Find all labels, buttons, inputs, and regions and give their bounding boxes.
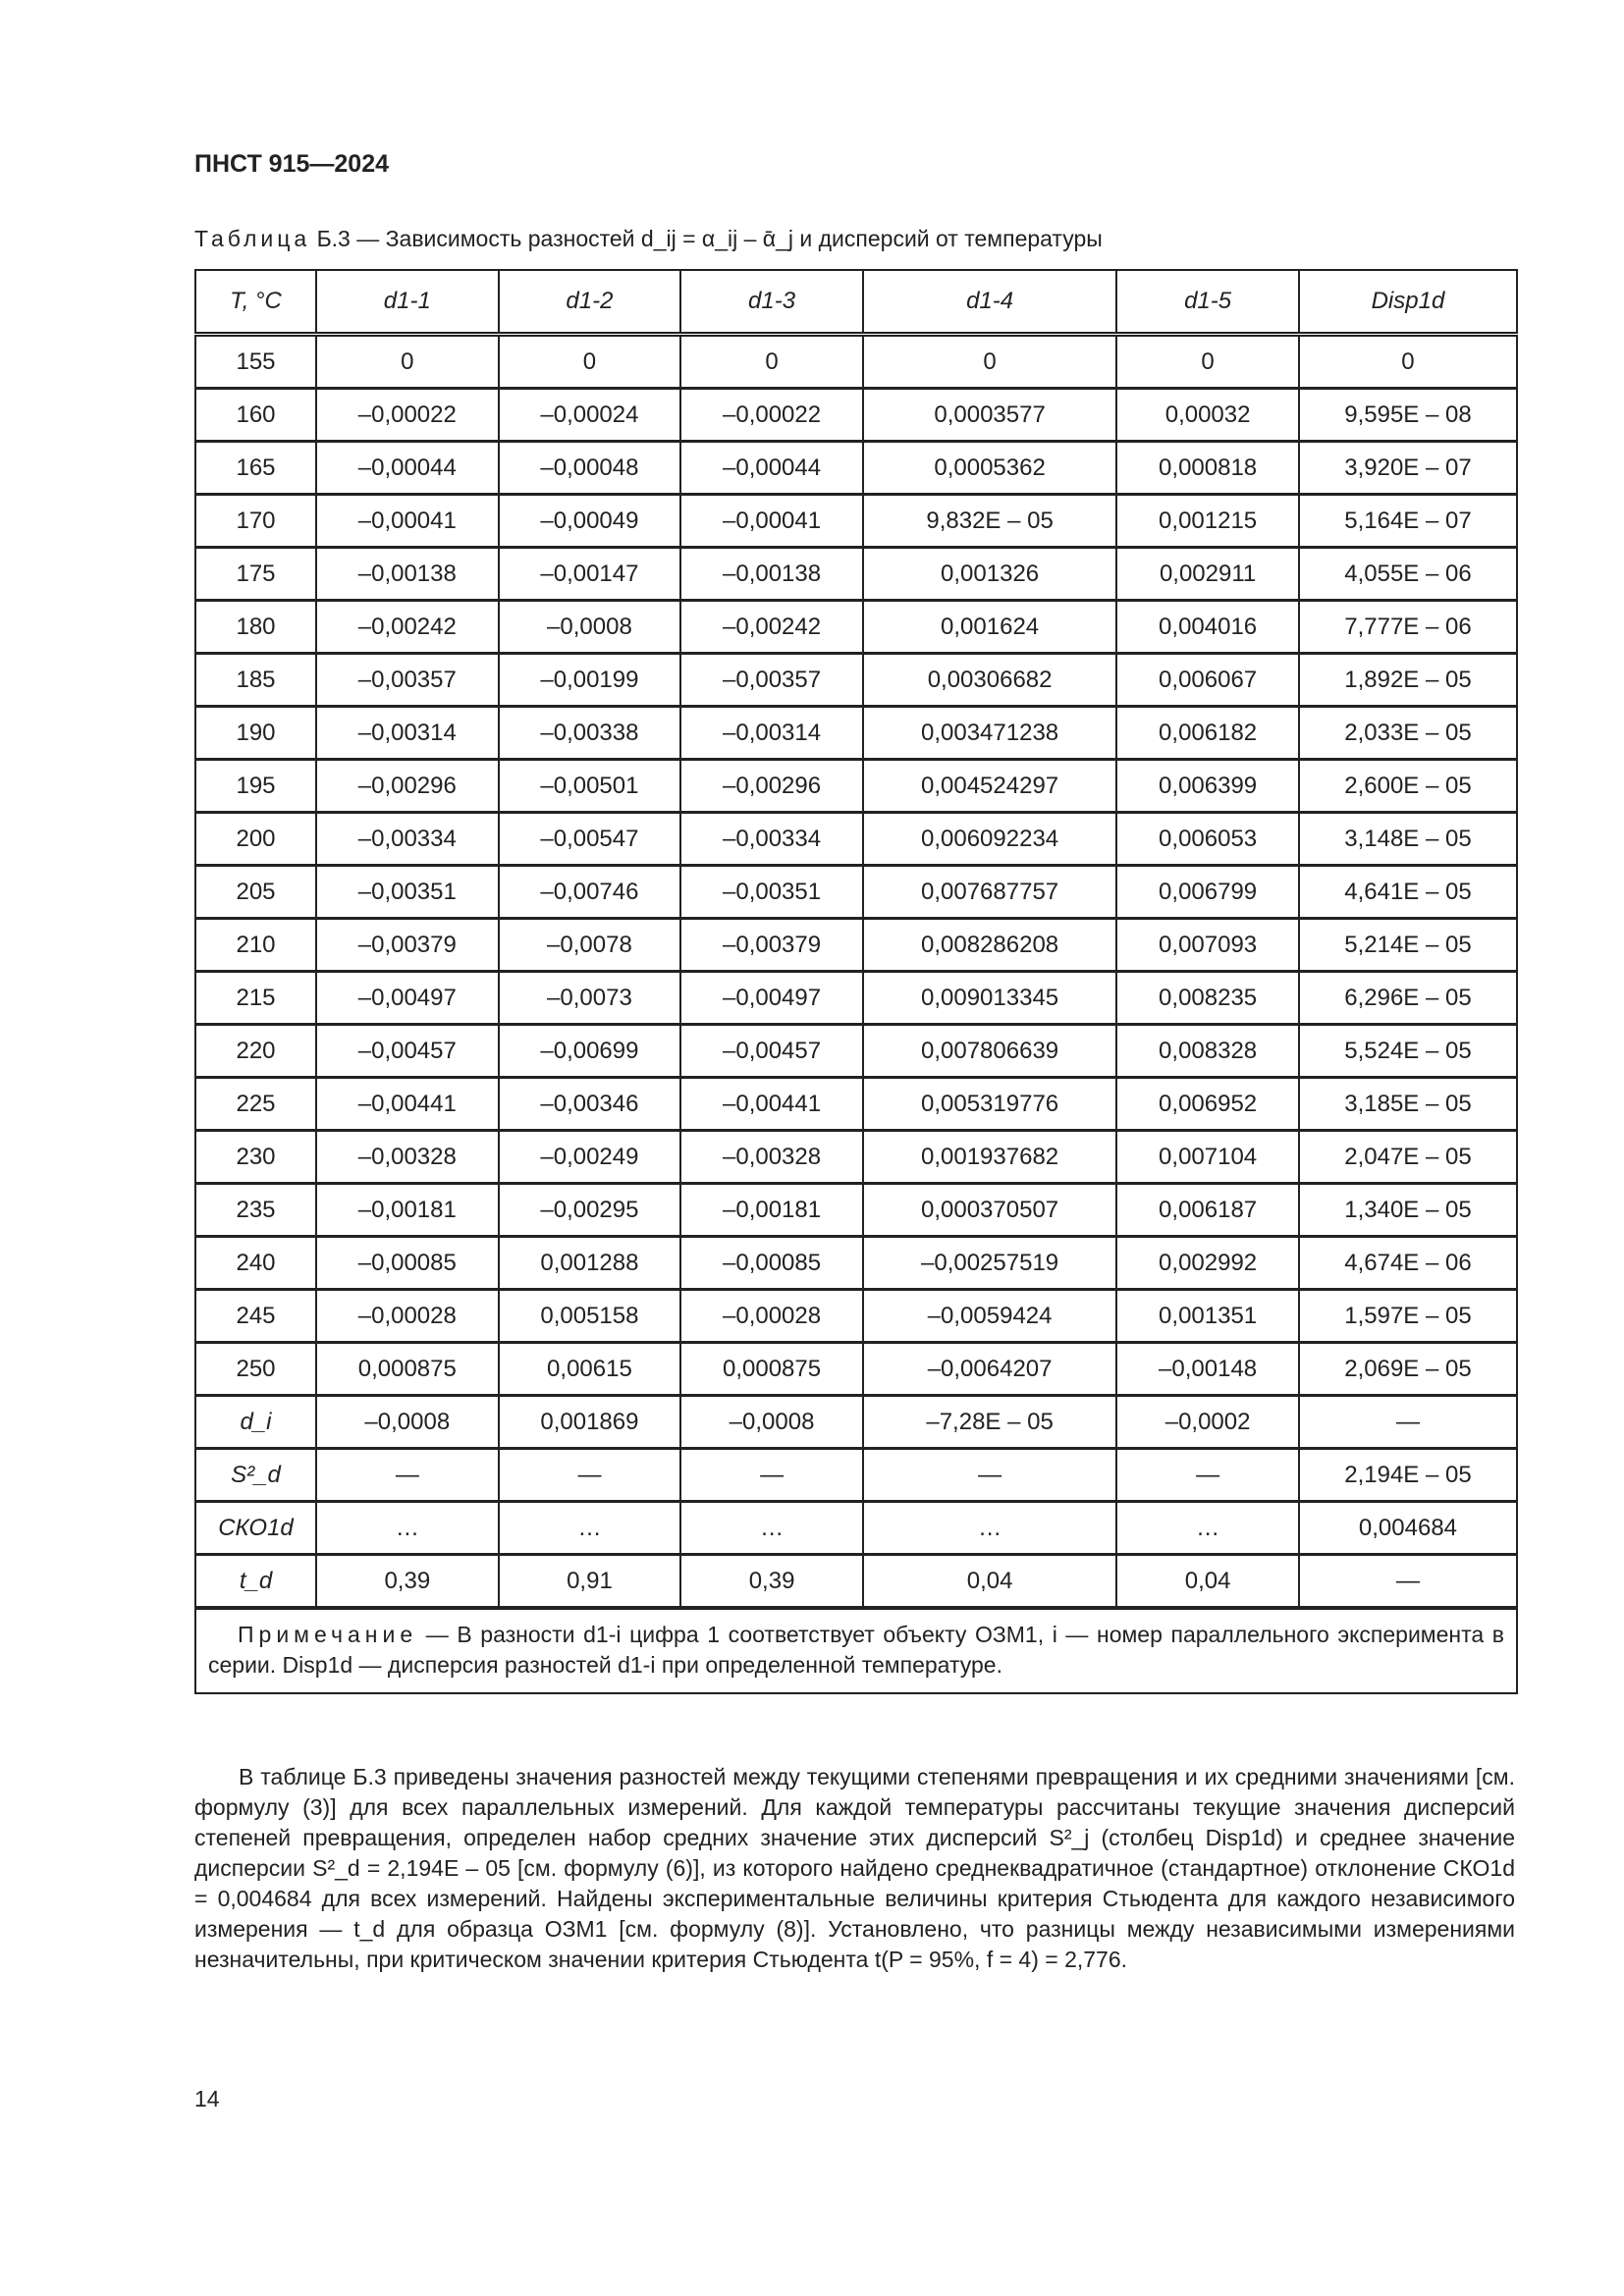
table-cell: –0,0008 [680, 1396, 863, 1449]
table-cell: –0,00334 [680, 813, 863, 866]
table-row [195, 495, 1517, 548]
table-cell: 3,185E – 05 [1299, 1078, 1517, 1131]
table-cell: –0,0073 [499, 972, 681, 1025]
table-row [195, 1184, 1517, 1237]
table-cell: … [680, 1502, 863, 1555]
table-cell: 0,003471238 [863, 707, 1116, 760]
table-cell: –0,00242 [316, 601, 499, 654]
table-cell: –0,00746 [499, 866, 681, 919]
table-row [195, 1555, 1517, 1609]
document-header: ПНСТ 915—2024 [194, 150, 389, 178]
table-cell: –0,00022 [680, 389, 863, 442]
table-row [195, 919, 1517, 972]
row-label: d_i [195, 1396, 316, 1449]
table-cell: 0,001288 [499, 1237, 681, 1290]
table-cell: –0,00379 [316, 919, 499, 972]
table-cell: –0,00497 [316, 972, 499, 1025]
table-cell: –0,00334 [316, 813, 499, 866]
table-cell: 0,002911 [1116, 548, 1299, 601]
table-cell: 0,006092234 [863, 813, 1116, 866]
table-cell: 5,214E – 05 [1299, 919, 1517, 972]
row-label: 175 [195, 548, 316, 601]
table-row [195, 813, 1517, 866]
table-cell: 0,009013345 [863, 972, 1116, 1025]
row-label: 235 [195, 1184, 316, 1237]
table-cell: 0,004016 [1116, 601, 1299, 654]
table-cell: 4,674E – 06 [1299, 1237, 1517, 1290]
table-cell: — [1299, 1396, 1517, 1449]
table-cell: 4,641E – 05 [1299, 866, 1517, 919]
table-cell: –0,00338 [499, 707, 681, 760]
table-cell: 2,033E – 05 [1299, 707, 1517, 760]
table-row [195, 866, 1517, 919]
table-cell: 0,005319776 [863, 1078, 1116, 1131]
table-cell: 0,008328 [1116, 1025, 1299, 1078]
table-cell: –0,00049 [499, 495, 681, 548]
table-cell: 0,001937682 [863, 1131, 1116, 1184]
table-cell: 0,00615 [499, 1343, 681, 1396]
table-cell: –0,00085 [316, 1237, 499, 1290]
table-cell: 2,069E – 05 [1299, 1343, 1517, 1396]
table-cell: 5,524E – 05 [1299, 1025, 1517, 1078]
table-row [195, 1396, 1517, 1449]
table-cell: 4,055E – 06 [1299, 548, 1517, 601]
table-cell: –0,00328 [680, 1131, 863, 1184]
table-cell: 0,004524297 [863, 760, 1116, 813]
table-cell: — [1116, 1449, 1299, 1502]
table-cell: 0,04 [863, 1555, 1116, 1609]
table-cell: — [863, 1449, 1116, 1502]
table-cell: –0,00148 [1116, 1343, 1299, 1396]
row-label: 210 [195, 919, 316, 972]
row-label: 155 [195, 335, 316, 389]
table-cell: –0,00699 [499, 1025, 681, 1078]
table-cell: 0,008235 [1116, 972, 1299, 1025]
table-cell: –0,0064207 [863, 1343, 1116, 1396]
table-cell: 0 [680, 335, 863, 389]
table-cell: 0,00306682 [863, 654, 1116, 707]
table-cell: –0,00041 [680, 495, 863, 548]
table-cell: 5,164E – 07 [1299, 495, 1517, 548]
table-cell: 0,006182 [1116, 707, 1299, 760]
table-cell: 9,595E – 08 [1299, 389, 1517, 442]
table-cell: –0,00457 [680, 1025, 863, 1078]
table-cell: 0,004684 [1299, 1502, 1517, 1555]
table-cell: 3,920E – 07 [1299, 442, 1517, 495]
table-cell: –0,00181 [316, 1184, 499, 1237]
table-cell: — [499, 1449, 681, 1502]
table-cell: 0,005158 [499, 1290, 681, 1343]
table-cell: –0,00199 [499, 654, 681, 707]
table-cell: 0,000818 [1116, 442, 1299, 495]
row-label: 240 [195, 1237, 316, 1290]
table-row [195, 335, 1517, 389]
body-text: В таблице Б.3 приведены значения разностей между текущими степенями превращения и их средними значениями [см. формулу (3)] для всех параллельных измерений. Для каждой температуры рассчитаны текущие значения дисперсий степеней превращения, определен набор средних значение этих дисперсий S²_j (столбец Disp1d) и среднее значение дисперсии S²_d = 2,194E – 05 [см. формулу (6)], из которого найдено среднеквадратичное (стандартное) отклонение СКО1d = 0,004684 для всех измерений. Найдены экспериментальные величины критерия Стьюдента для каждого независимого измерения — t_d для образца ОЗМ1 [см. формулу (8)]. Установлено, что разницы между независимыми измерениями незначительны, при критическом значении критерия Стьюдента t(P = 95%, f = 4) = 2,776. [194, 1764, 1515, 1972]
table-row [195, 1025, 1517, 1078]
table-cell: –0,00547 [499, 813, 681, 866]
table-cell: 7,777E – 06 [1299, 601, 1517, 654]
table-cell: –7,28E – 05 [863, 1396, 1116, 1449]
table-cell: –0,00314 [316, 707, 499, 760]
row-label: 225 [195, 1078, 316, 1131]
table-row [195, 442, 1517, 495]
table-cell: –0,00497 [680, 972, 863, 1025]
table-cell: 0,39 [680, 1555, 863, 1609]
table-row [195, 601, 1517, 654]
table-row [195, 548, 1517, 601]
table-cell: –0,00346 [499, 1078, 681, 1131]
row-label: 195 [195, 760, 316, 813]
table-cell: 0,000875 [316, 1343, 499, 1396]
table-cell: –0,00044 [316, 442, 499, 495]
table-cell: 3,148E – 05 [1299, 813, 1517, 866]
table-cell: 2,600E – 05 [1299, 760, 1517, 813]
table-row [195, 654, 1517, 707]
table-row [195, 1131, 1517, 1184]
table-cell: –0,00357 [680, 654, 863, 707]
column-header: T, °C [195, 270, 316, 335]
table-cell: –0,00242 [680, 601, 863, 654]
table-cell: –0,0059424 [863, 1290, 1116, 1343]
table-cell: 2,047E – 05 [1299, 1131, 1517, 1184]
table-cell: 0,007806639 [863, 1025, 1116, 1078]
table-cell: 0,0003577 [863, 389, 1116, 442]
table-cell: … [1116, 1502, 1299, 1555]
table-cell: 0,000370507 [863, 1184, 1116, 1237]
caption-prefix: Таблица [194, 226, 311, 251]
table-cell: 1,340E – 05 [1299, 1184, 1517, 1237]
page-number: 14 [194, 2086, 220, 2111]
table-cell: –0,00501 [499, 760, 681, 813]
table-cell: –0,00295 [499, 1184, 681, 1237]
row-label: 250 [195, 1343, 316, 1396]
table-row [195, 760, 1517, 813]
table-cell: 0,002992 [1116, 1237, 1299, 1290]
data-table [194, 269, 1518, 1694]
row-label: 205 [195, 866, 316, 919]
row-label: 245 [195, 1290, 316, 1343]
table-cell: –0,00048 [499, 442, 681, 495]
table-cell: 0 [1299, 335, 1517, 389]
table-cell: –0,00357 [316, 654, 499, 707]
table-cell: 0,007093 [1116, 919, 1299, 972]
table-cell: –0,00296 [680, 760, 863, 813]
table-cell: 0,008286208 [863, 919, 1116, 972]
table-cell: — [680, 1449, 863, 1502]
table-row [195, 1502, 1517, 1555]
table-cell: –0,00041 [316, 495, 499, 548]
note-label: Примечание [238, 1622, 418, 1647]
table-cell: –0,0002 [1116, 1396, 1299, 1449]
row-label: 200 [195, 813, 316, 866]
table-cell: 0 [863, 335, 1116, 389]
table-cell: –0,00138 [680, 548, 863, 601]
table-cell: –0,00147 [499, 548, 681, 601]
table-cell: –0,00138 [316, 548, 499, 601]
table-cell: 0 [499, 335, 681, 389]
note-text: — В разности d1-i цифра 1 соответствует объекту ОЗМ1, i — номер параллельного эксперимента в серии. Disp1d — дисперсия разностей d1-i при определенной температуре. [208, 1622, 1504, 1678]
table-cell: –0,00457 [316, 1025, 499, 1078]
table-cell: –0,00441 [680, 1078, 863, 1131]
table-cell: 0,007687757 [863, 866, 1116, 919]
table-cell: 0,007104 [1116, 1131, 1299, 1184]
table-row [195, 1078, 1517, 1131]
table-row [195, 1290, 1517, 1343]
row-label: 230 [195, 1131, 316, 1184]
table-note [195, 1608, 1517, 1693]
table-cell: 6,296E – 05 [1299, 972, 1517, 1025]
row-label: 215 [195, 972, 316, 1025]
table-cell: –0,00085 [680, 1237, 863, 1290]
table-row [195, 1449, 1517, 1502]
table-cell: 0,0005362 [863, 442, 1116, 495]
table-row [195, 972, 1517, 1025]
row-label: 170 [195, 495, 316, 548]
table-cell: –0,00351 [680, 866, 863, 919]
table-cell: 0,91 [499, 1555, 681, 1609]
table-cell: –0,00351 [316, 866, 499, 919]
table-cell: –0,00328 [316, 1131, 499, 1184]
table-row [195, 1237, 1517, 1290]
row-label: t_d [195, 1555, 316, 1609]
table-caption [194, 226, 1103, 252]
table-cell: 1,597E – 05 [1299, 1290, 1517, 1343]
row-label: 190 [195, 707, 316, 760]
table-cell: 0,006067 [1116, 654, 1299, 707]
table-cell: 0,001624 [863, 601, 1116, 654]
table-cell: 2,194E – 05 [1299, 1449, 1517, 1502]
table-cell: … [316, 1502, 499, 1555]
table-cell: 0,006187 [1116, 1184, 1299, 1237]
table-cell: 0,001326 [863, 548, 1116, 601]
row-label: 185 [195, 654, 316, 707]
table-note-row [195, 1608, 1517, 1693]
column-header: Disp1d [1299, 270, 1517, 335]
table-cell: –0,00249 [499, 1131, 681, 1184]
table-row [195, 1343, 1517, 1396]
table-cell: –0,0008 [316, 1396, 499, 1449]
table-cell: 0,000875 [680, 1343, 863, 1396]
table-cell: –0,00024 [499, 389, 681, 442]
table-cell: –0,00028 [680, 1290, 863, 1343]
table-cell: 0,04 [1116, 1555, 1299, 1609]
table-cell: –0,00257519 [863, 1237, 1116, 1290]
column-header: d1-4 [863, 270, 1116, 335]
row-label: СКО1d [195, 1502, 316, 1555]
table-header-row [195, 270, 1517, 335]
table-row [195, 389, 1517, 442]
table-cell: … [499, 1502, 681, 1555]
column-header: d1-3 [680, 270, 863, 335]
table-cell: 0,001215 [1116, 495, 1299, 548]
table-cell: 0,006053 [1116, 813, 1299, 866]
table-cell: 0,006399 [1116, 760, 1299, 813]
table-cell: –0,00296 [316, 760, 499, 813]
row-label: 165 [195, 442, 316, 495]
table-cell: 0,001351 [1116, 1290, 1299, 1343]
body-paragraph [194, 1762, 1515, 1975]
caption-text: Б.3 — Зависимость разностей d_ij = α_ij – ᾱ_j и дисперсий от температуры [316, 226, 1103, 251]
table-cell: –0,00028 [316, 1290, 499, 1343]
table-cell: 0,00032 [1116, 389, 1299, 442]
row-label: S²_d [195, 1449, 316, 1502]
table-cell: 9,832E – 05 [863, 495, 1116, 548]
table-cell: … [863, 1502, 1116, 1555]
table-cell: –0,00314 [680, 707, 863, 760]
table-row [195, 707, 1517, 760]
table-cell: 0 [316, 335, 499, 389]
row-label: 180 [195, 601, 316, 654]
column-header: d1-2 [499, 270, 681, 335]
table-cell: 0,006952 [1116, 1078, 1299, 1131]
row-label: 160 [195, 389, 316, 442]
table-cell: –0,00022 [316, 389, 499, 442]
table-cell: — [316, 1449, 499, 1502]
table-cell: –0,0078 [499, 919, 681, 972]
table-cell: 1,892E – 05 [1299, 654, 1517, 707]
table-cell: 0,39 [316, 1555, 499, 1609]
table-cell: –0,00044 [680, 442, 863, 495]
table-cell: –0,00441 [316, 1078, 499, 1131]
table-cell: 0,001869 [499, 1396, 681, 1449]
table-cell: — [1299, 1555, 1517, 1609]
row-label: 220 [195, 1025, 316, 1078]
table-cell: –0,00181 [680, 1184, 863, 1237]
table-cell: 0 [1116, 335, 1299, 389]
table-cell: –0,0008 [499, 601, 681, 654]
column-header: d1-1 [316, 270, 499, 335]
table-cell: –0,00379 [680, 919, 863, 972]
table-cell: 0,006799 [1116, 866, 1299, 919]
column-header: d1-5 [1116, 270, 1299, 335]
